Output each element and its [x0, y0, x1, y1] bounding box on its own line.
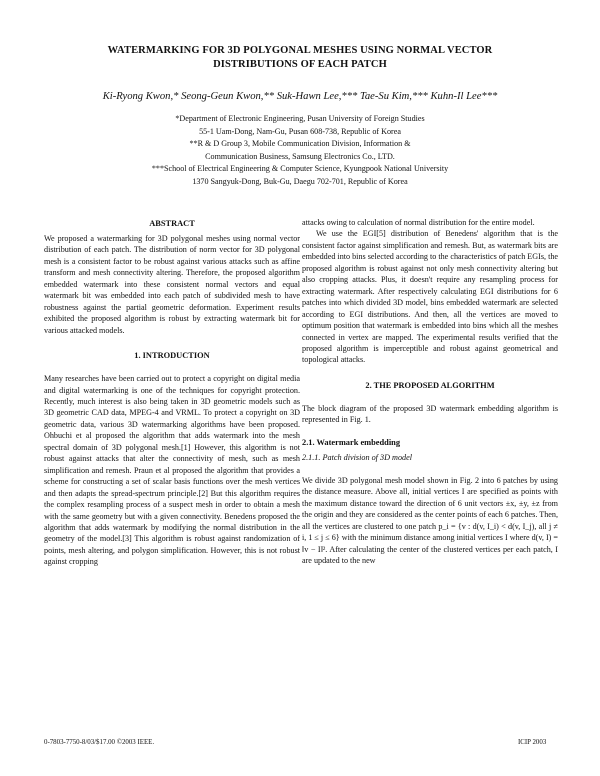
title-line-1: WATERMARKING FOR 3D POLYGONAL MESHES USING NORMAL VECTOR — [107, 45, 493, 56]
affiliation-line: Communication Business, Samsung Electronics Co., LTD. — [205, 151, 395, 161]
affiliation-line: 1370 Sangyuk-Dong, Buk-Gu, Daegu 702-701, Republic of Korea — [192, 176, 408, 186]
affiliation-line: *Department of Electronic Engineering, Pusan University of Foreign Studies — [175, 114, 425, 123]
introduction-heading: 1. INTRODUCTION — [134, 351, 210, 361]
copyright-footer: 0-7803-7750-8/03/$17.00 ©2003 IEEE. — [44, 739, 155, 746]
section-2-heading: 2. THE PROPOSED ALGORITHM — [365, 380, 495, 390]
conference-footer: ICIP 2003 — [518, 739, 547, 746]
left-column — [44, 218, 300, 568]
abstract-text: We proposed a watermarking for 3D polygonal meshes using normal vector distribution of each patch. The distribution of norm vector for 3D polygonal mesh is a consistent factor to be robust against various attacks such as affine transform and mesh connectivity altering. Therefore, the proposed algorithm embedded watermark into these consistent normal vectors and equal watermark bit was embedded into each patch of subdivided mesh to have robustness against the partial geometric deformation. Experiment results exhibited the proposed algorithm is robust by extracting watermark bit for various attacked models. — [44, 234, 300, 335]
patch-division-text: We divide 3D polygonal mesh model shown in Fig. 2 into 6 patches by using the distance measure. Above all, initial vertices I are specified as points with the maximum distance toward the direction of 6 unit vectors ±x, ±y, ±z from the origin and they are considered as the center points of each 6 patches. Then, all the vertices are clustered to one patch p_i = {v : d(v, I_i) < d(v, I_j), all j ≠ i, 1 ≤ j ≤ 6} with the minimum distance among initial vertices I where d(v, I) = ‖v − I‖². After calculating the center of the clustered vertices per each patch, I are updated to the new — [302, 475, 558, 565]
introduction-continued-text: attacks owing to calculation of normal distribution for the entire model. — [302, 218, 535, 227]
introduction-text: Many researches have been carried out to protect a copyright on digital media and digital watermarking is one of the techniques for copyright protection. Recently, much interest is also being taken in 3D geometric models such as 3D geometric CAD data, MPEG-4 and VRML. To protect a copyright on 3D geometric data, various 3D watermarking algorithms have been proposed. Ohbuchi et al proposed the algorithm that adds watermark into the mesh spectral domain of 3D polygonal mesh.[1] However, this algorithm is not robust against attacks that alter the connectivity of mesh, such as mesh simplification and remesh. Praun et al proposed the algorithm that provides a scheme for constructing a set of scalar basis functions over the mesh vertices and then adapts the spread-spectrum principle.[2] But this algorithm requires the complex resampling process of a suspect mesh in order to obtain a mesh with the same geometry but with a given connectivity. Benedens proposed the algorithm that adds watermark by modifying the normal distribution in the geometry of the model.[3] This algorithm is robust against randomization of points, mesh altering, and polygon simplification. However, this is not robust against cropping — [44, 374, 300, 567]
right-column — [302, 217, 558, 566]
title-line-2: DISTRIBUTIONS OF EACH PATCH — [213, 59, 387, 70]
subsection-heading: 2.1. Watermark embedding — [302, 437, 401, 447]
paper-title — [40, 44, 560, 72]
subsubsection-heading: 2.1.1. Patch division of 3D model — [302, 452, 413, 462]
section-2-text: The block diagram of the proposed 3D watermark embedding algorithm is represented in Fig. 1. — [302, 403, 558, 425]
affiliation-line: **R & D Group 3, Mobile Communication Division, Information & — [189, 139, 411, 149]
affiliation-line: ***School of Electrical Engineering & Computer Science, Kyungpook National University — [151, 164, 449, 174]
affiliation-line: 55-1 Uam-Dong, Nam-Gu, Pusan 608-738, Republic of Korea — [199, 126, 401, 136]
egi-paragraph: We use the EGI[5] distribution of Benedens' algorithm that is the consistent factor against simplification and remesh. But, as watermark bits are embedded into bins selected according to the characteristics of patch EGIs, the proposed algorithm is robust against not only mesh connectivity altering but also cropping attacks. Plus, it doesn't require any resampling process for extracting watermark. After respectively calculating EGI distributions for 6 patches into which divided 3D model, bins embedded watermark are selected according to EGI distributions. And then, all the vertices are moved to optimum position that watermark is embedded into bins which all the meshes connected in vertex are mapped. The experimental results verified that the proposed algorithm is imperceptible and robust against geometrical and topological attacks. — [302, 229, 558, 365]
abstract-heading: ABSTRACT — [149, 219, 195, 228]
affiliations — [60, 113, 540, 189]
author-list: Ki-Ryong Kwon,* Seong-Geun Kwon,** Suk-Hawn Lee,*** Tae-Su Kim,*** Kuhn-Il Lee*** — [102, 91, 498, 102]
